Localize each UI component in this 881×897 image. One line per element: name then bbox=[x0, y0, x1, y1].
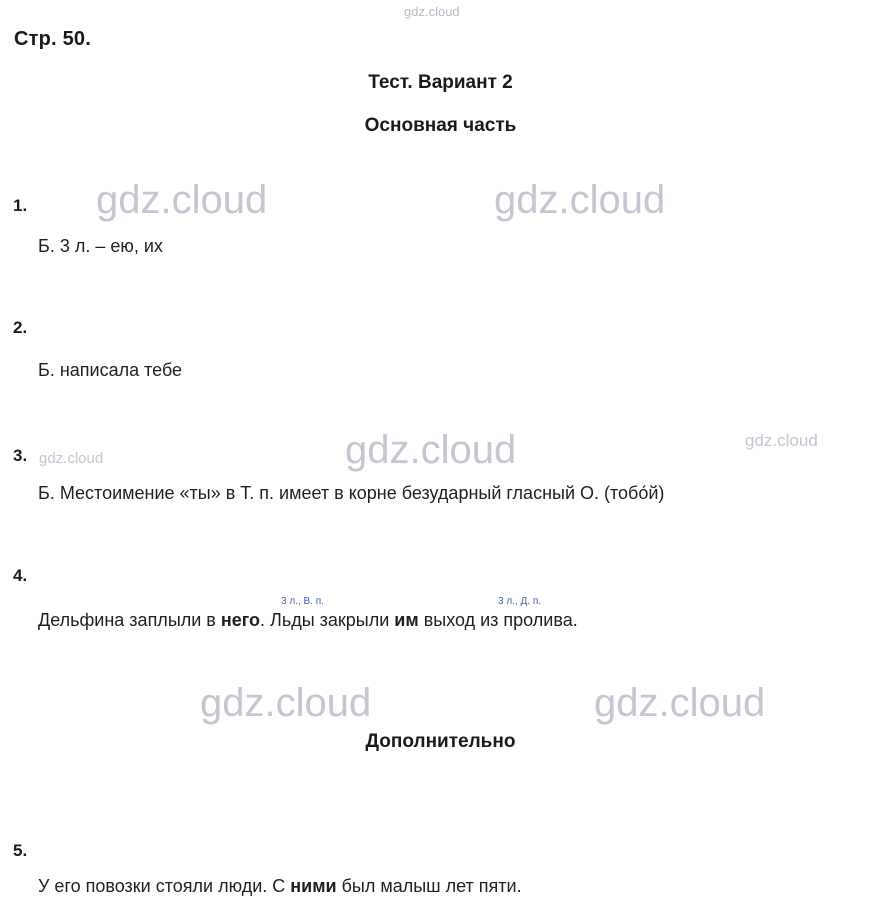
answer-text-1: Б. 3 л. – ею, их bbox=[38, 236, 163, 256]
grammar-mark-2: 3 л., Д. п. bbox=[498, 596, 542, 607]
answer-5-part1: У его повозки стояли люди. С bbox=[38, 876, 291, 896]
watermark-2: gdz.cloud bbox=[494, 178, 666, 222]
question-number-3: 3. bbox=[13, 446, 28, 465]
page-title: Тест. Вариант 2 bbox=[368, 72, 513, 93]
answer-text-4 bbox=[38, 610, 578, 631]
answer-4-bold2: им bbox=[394, 610, 419, 630]
question-number-5: 5. bbox=[13, 841, 28, 860]
grammar-mark-1: 3 л., В. п. bbox=[281, 596, 324, 607]
question-number-2: 2. bbox=[13, 318, 28, 337]
answer-5-bold1: ними bbox=[290, 876, 337, 896]
question-number-1: 1. bbox=[13, 196, 28, 215]
section-title-main-part: Основная часть bbox=[364, 115, 517, 136]
watermark-4: gdz.cloud bbox=[345, 428, 517, 472]
page-number-stamp: Стр. 50. bbox=[14, 28, 91, 50]
section-title-additional: Дополнительно bbox=[365, 731, 516, 752]
answer-4-bold1: него bbox=[220, 610, 261, 630]
answer-text-2: Б. написала тебе bbox=[38, 360, 183, 380]
watermark-6: gdz.cloud bbox=[200, 681, 372, 725]
question-number-4: 4. bbox=[13, 566, 28, 585]
watermark-top: gdz.cloud bbox=[404, 4, 460, 19]
answer-4-part2: . Льды закрыли bbox=[260, 610, 395, 630]
watermark-5: gdz.cloud bbox=[745, 431, 818, 450]
answer-4-part3: выход из пролива. bbox=[418, 610, 578, 630]
watermark-1: gdz.cloud bbox=[96, 178, 268, 222]
answer-text-3: Б. Местоимение «ты» в Т. п. имеет в корне безударный гласный О. (тобо́й) bbox=[38, 483, 665, 503]
answer-5-part2: был малыш лет пяти. bbox=[336, 876, 522, 896]
answer-4-part1: Дельфина заплыли в bbox=[38, 610, 221, 630]
watermark-7: gdz.cloud bbox=[594, 681, 766, 725]
watermark-3: gdz.cloud bbox=[39, 450, 104, 467]
